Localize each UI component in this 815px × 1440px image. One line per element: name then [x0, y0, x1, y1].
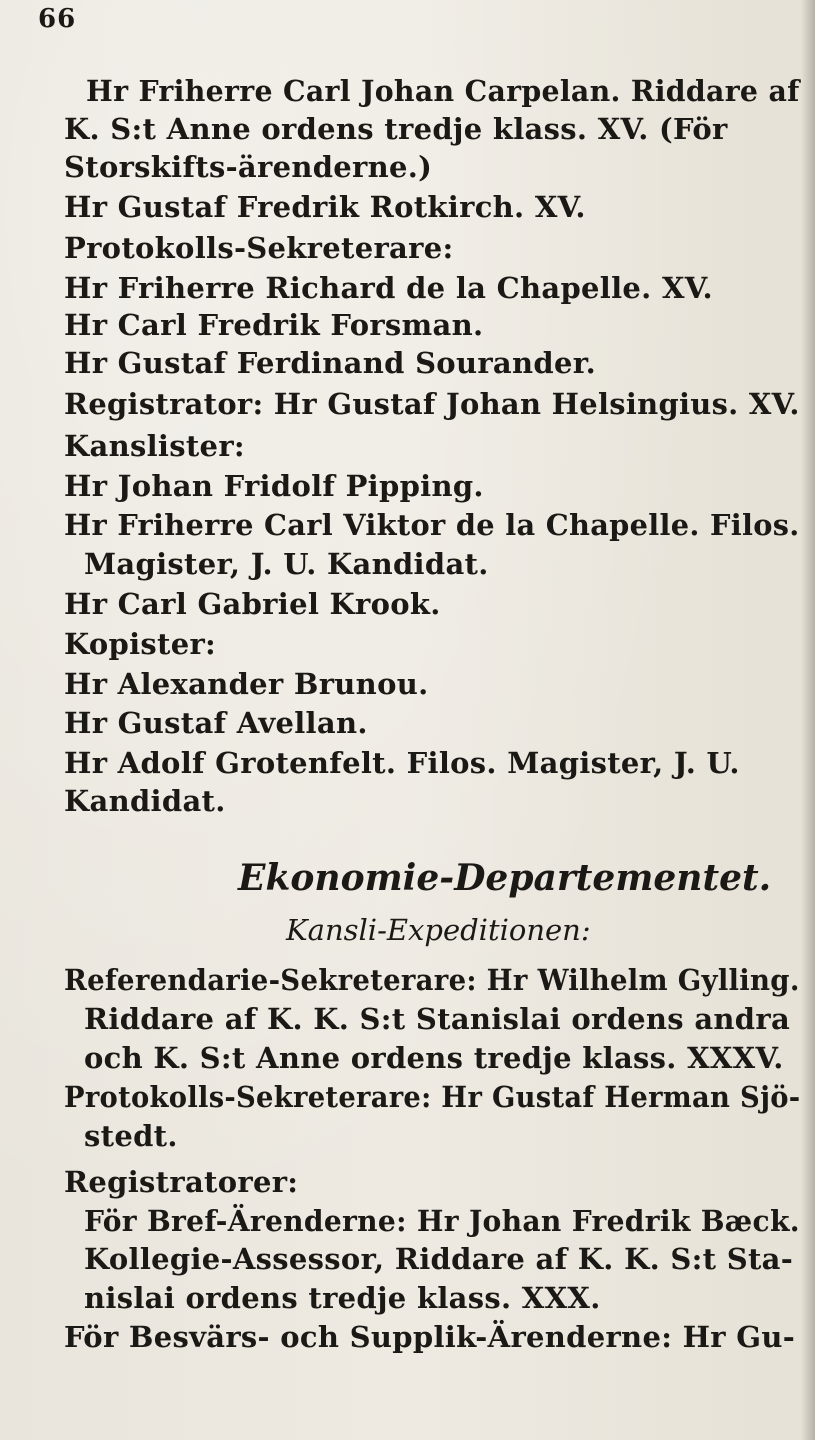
expedition-heading: Kansli-Expeditionen:	[286, 913, 591, 947]
text-line: K. S:t Anne ordens tredje klass. XV. (För	[64, 112, 728, 146]
section-label: Kanslister:	[64, 429, 245, 463]
text-line: Referendarie-Sekreterare: Hr Wilhelm Gylling.	[64, 963, 800, 997]
text-line: Protokolls-Sekreterare: Hr Gustaf Herman Sjö-	[64, 1080, 801, 1114]
text-line: Hr Carl Fredrik Forsman.	[64, 308, 484, 342]
text-line: Hr Gustaf Avellan.	[64, 706, 368, 740]
section-label: Protokolls-Sekreterare:	[64, 231, 454, 265]
text-line: Magister, J. U. Kandidat.	[84, 547, 489, 581]
text-line: Hr Carl Gabriel Krook.	[64, 587, 441, 621]
text-line: Hr Gustaf Fredrik Rotkirch. XV.	[64, 190, 586, 224]
department-heading: Ekonomie-Departementet.	[238, 857, 772, 899]
page-number: 66	[38, 4, 77, 34]
section-label: Kopister:	[64, 627, 217, 661]
text-line: Hr Friherre Richard de la Chapelle. XV.	[64, 271, 713, 305]
text-line: Riddare af K. K. S:t Stanislai ordens andra	[84, 1002, 791, 1036]
page-edge-shadow	[801, 0, 815, 1440]
text-line: stedt.	[84, 1119, 178, 1153]
text-line: Hr Alexander Brunou.	[64, 667, 429, 701]
text-line: För Besvärs- och Supplik-Ärenderne: Hr Gu-	[64, 1320, 796, 1354]
text-line: För Bref-Ärenderne: Hr Johan Fredrik Bæck.	[84, 1204, 800, 1238]
text-line: Hr Gustaf Ferdinand Sourander.	[64, 346, 597, 380]
text-line: Registrator: Hr Gustaf Johan Helsingius. XV.	[64, 387, 800, 421]
text-line: Hr Adolf Grotenfelt. Filos. Magister, J. U.	[64, 746, 740, 780]
text-line: Kollegie-Assessor, Riddare af K. K. S:t Sta-	[84, 1242, 794, 1276]
text-line: nislai ordens tredje klass. XXX.	[84, 1281, 601, 1315]
text-line: Kandidat.	[64, 784, 226, 818]
text-line: Hr Johan Fridolf Pipping.	[64, 469, 484, 503]
section-label: Registratorer:	[64, 1165, 299, 1199]
text-line: och K. S:t Anne ordens tredje klass. XXXV.	[84, 1041, 784, 1075]
text-line: Storskifts-ärenderne.)	[64, 150, 433, 184]
text-line: Hr Friherre Carl Johan Carpelan. Riddare af	[86, 74, 800, 108]
text-line: Hr Friherre Carl Viktor de la Chapelle. Filos.	[64, 508, 800, 542]
